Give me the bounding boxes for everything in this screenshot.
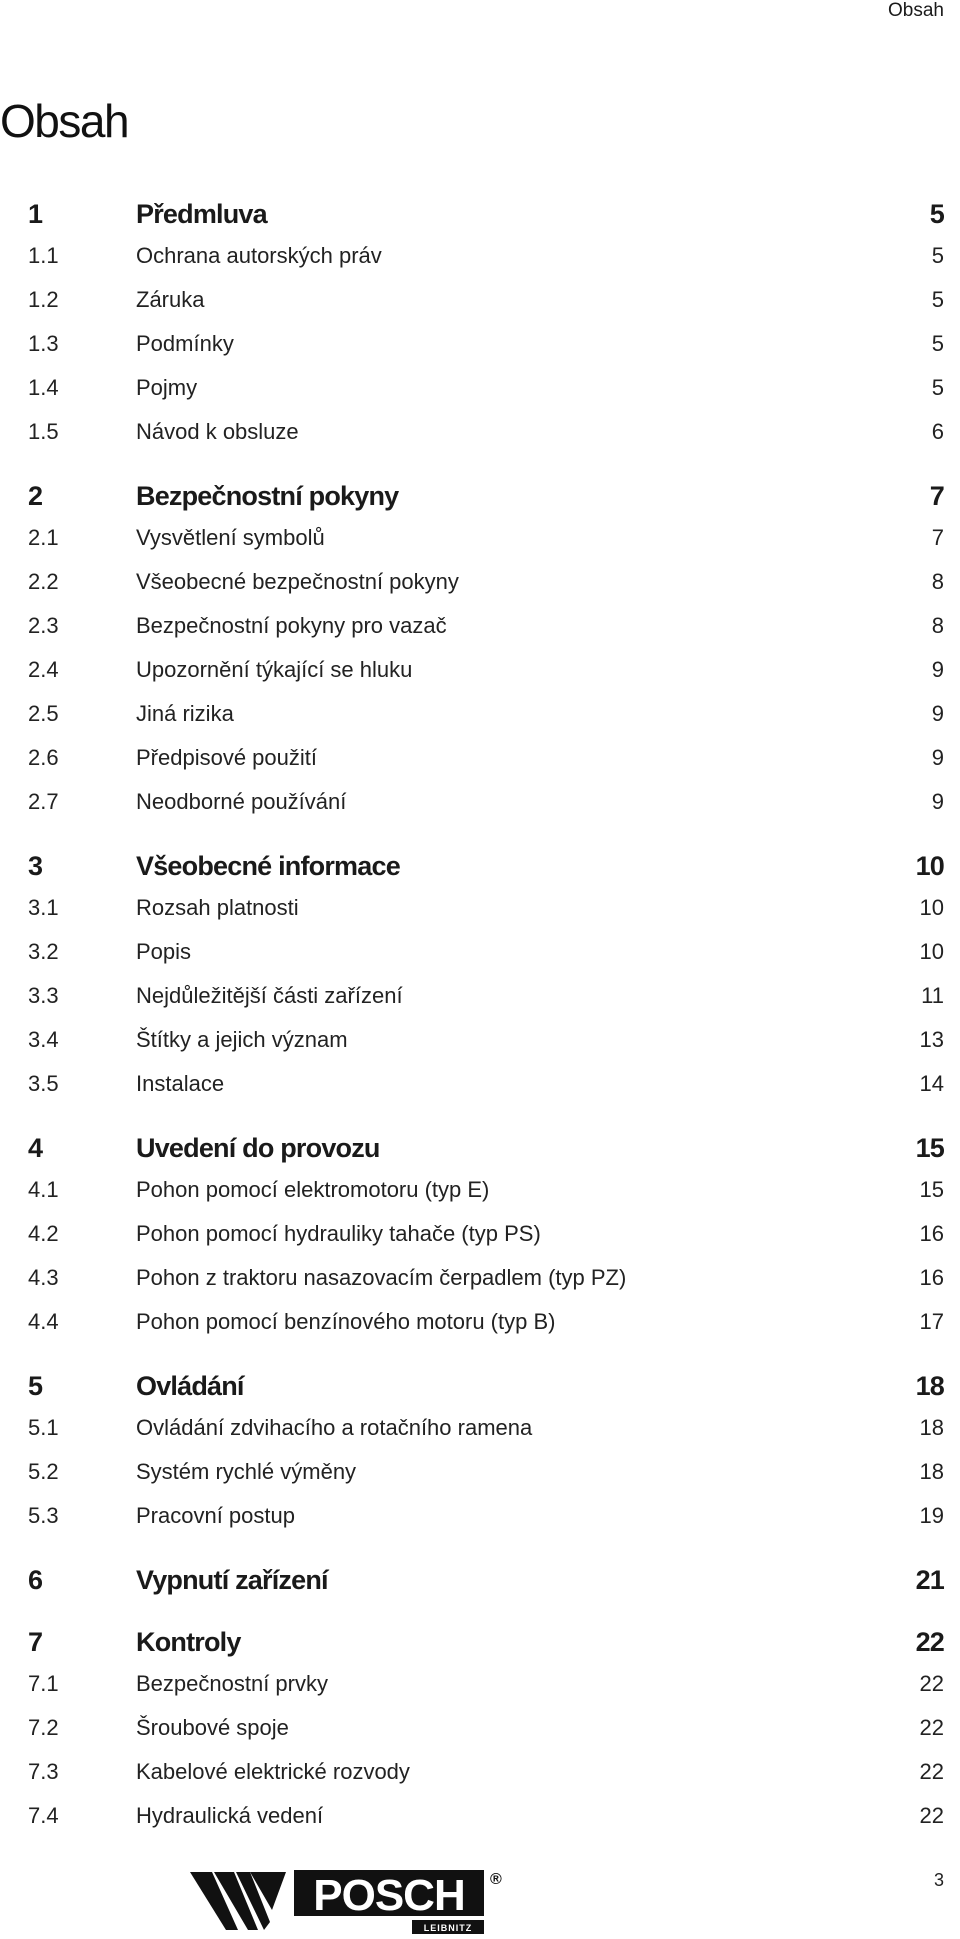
toc-entry-number: 2 (28, 481, 43, 511)
toc-subsection-entry (28, 516, 960, 560)
toc-entry-title: Štítky a jejich význam (136, 1027, 348, 1052)
toc-entry-title: Návod k obsluze (136, 419, 299, 444)
toc-entry-page: 16 (919, 1221, 944, 1246)
toc-entry-page: 9 (931, 657, 944, 682)
toc-entry-title: Neodborné používání (136, 789, 347, 814)
toc-entry-title: Popis (136, 939, 192, 964)
toc-section (28, 1556, 960, 1600)
toc-entry-number: 7.1 (28, 1671, 59, 1696)
toc-subsection-entry (28, 1706, 960, 1750)
toc-subsection-entry (28, 780, 960, 824)
posch-subtext: LEIBNITZ (423, 1923, 473, 1933)
running-header: Obsah (888, 0, 944, 21)
toc-section (28, 190, 960, 454)
toc-subsection-entry (28, 1062, 960, 1106)
toc-entry-title: Podmínky (136, 331, 234, 356)
toc-entry-number: 2.2 (28, 569, 59, 594)
toc-subsection-entry (28, 648, 960, 692)
toc-subsection-entry (28, 278, 960, 322)
toc-entry-page: 22 (915, 1627, 944, 1657)
page-number: 3 (933, 1870, 944, 1890)
toc-entry-title: Pohon pomocí hydrauliky tahače (typ PS) (136, 1221, 541, 1246)
registered-mark: ® (490, 1871, 502, 1888)
toc-entry-page: 5 (931, 375, 944, 400)
toc-entry-title: Předmluva (136, 199, 267, 229)
toc-entry-number: 1 (28, 199, 43, 229)
toc-entry-title: Pojmy (136, 375, 198, 400)
toc-entry-number: 7.3 (28, 1759, 59, 1784)
toc-entry-title: Instalace (136, 1071, 225, 1096)
toc-chapter-entry (28, 1124, 960, 1168)
toc-section (28, 472, 960, 824)
toc-chapter-entry (28, 1618, 960, 1662)
toc-entry-page: 7 (929, 481, 944, 511)
toc-entry-title: Pohon z traktoru nasazovacím čerpadlem (typ PZ) (136, 1265, 627, 1290)
toc-chapter-entry (28, 842, 960, 886)
toc-entry-page: 10 (919, 895, 944, 920)
toc-entry-page: 17 (919, 1309, 944, 1334)
toc-entry-page: 21 (915, 1565, 944, 1595)
toc-chapter-entry (28, 190, 960, 234)
toc-entry-number: 7.2 (28, 1715, 59, 1740)
toc-entry-page: 7 (931, 525, 944, 550)
toc-subsection-entry (28, 1450, 960, 1494)
toc-entry-number: 3.5 (28, 1071, 59, 1096)
toc-entry-page: 16 (919, 1265, 944, 1290)
toc-subsection-entry (28, 1018, 960, 1062)
toc-entry-page: 8 (931, 569, 944, 594)
toc-entry-number: 4.4 (28, 1309, 59, 1334)
toc-entry-page: 22 (919, 1671, 944, 1696)
toc-entry-number: 1.3 (28, 331, 59, 356)
toc-subsection-entry (28, 1750, 960, 1794)
toc-entry-number: 3.2 (28, 939, 59, 964)
toc-subsection-entry (28, 1662, 960, 1706)
toc-subsection-entry (28, 1794, 960, 1838)
toc-entry-title: Šroubové spoje (136, 1715, 289, 1740)
toc-entry-title: Ovládání zdvihacího a rotačního ramena (136, 1415, 533, 1440)
toc-chapter-entry (28, 472, 960, 516)
toc-subsection-entry (28, 1494, 960, 1538)
toc-entry-page: 19 (919, 1503, 944, 1528)
toc-subsection-entry (28, 736, 960, 780)
toc-subsection-entry (28, 1168, 960, 1212)
toc-subsection-entry (28, 1300, 960, 1344)
toc-entry-title: Vysvětlení symbolů (136, 525, 325, 550)
toc-entry-number: 6 (28, 1565, 43, 1595)
toc-entry-title: Jiná rizika (136, 701, 234, 726)
toc-subsection-entry (28, 1406, 960, 1450)
toc-subsection-entry (28, 322, 960, 366)
toc-subsection-entry (28, 692, 960, 736)
toc-entry-title: Ovládání (136, 1371, 244, 1401)
toc-subsection-entry (28, 1212, 960, 1256)
toc-entry-page: 5 (929, 199, 944, 229)
toc-entry-number: 4.2 (28, 1221, 59, 1246)
toc-entry-number: 1.4 (28, 375, 59, 400)
toc-entry-number: 3.4 (28, 1027, 59, 1052)
toc-entry-number: 2.6 (28, 745, 59, 770)
toc-entry-title: Uvedení do provozu (136, 1133, 380, 1163)
toc-entry-page: 22 (919, 1803, 944, 1828)
toc-entry-number: 3.3 (28, 983, 59, 1008)
toc-entry-title: Bezpečnostní prvky (136, 1671, 328, 1696)
toc-subsection-entry (28, 974, 960, 1018)
toc-entry-title: Systém rychlé výměny (136, 1459, 357, 1484)
toc-chapter-entry (28, 1556, 960, 1600)
toc-entry-number: 2.7 (28, 789, 59, 814)
toc-subsection-entry (28, 560, 960, 604)
toc-entry-title: Nejdůležitější části zařízení (136, 983, 403, 1008)
toc-entry-number: 4 (28, 1133, 43, 1163)
toc-entry-number: 4.3 (28, 1265, 59, 1290)
toc-subsection-entry (28, 234, 960, 278)
toc-section (28, 1124, 960, 1344)
toc-section (28, 1618, 960, 1838)
toc-entry-page: 5 (931, 331, 944, 356)
posch-w-mark-icon (190, 1872, 286, 1930)
toc-entry-title: Pohon pomocí elektromotoru (typ E) (136, 1177, 490, 1202)
toc-subsection-entry (28, 886, 960, 930)
toc-entry-page: 15 (919, 1177, 944, 1202)
toc-entry-title: Rozsah platnosti (136, 895, 299, 920)
toc-entry-title: Pracovní postup (136, 1503, 295, 1528)
toc-entry-number: 5.3 (28, 1503, 59, 1528)
toc-entry-title: Předpisové použití (136, 745, 317, 770)
toc-entry-page: 6 (931, 419, 944, 444)
toc-entry-number: 2.5 (28, 701, 59, 726)
toc-entry-page: 18 (919, 1459, 944, 1484)
toc-entry-title: Kontroly (136, 1627, 241, 1657)
toc-subsection-entry (28, 930, 960, 974)
toc-entry-page: 10 (919, 939, 944, 964)
toc-entry-title: Upozornění týkající se hluku (136, 657, 413, 682)
toc-entry-title: Pohon pomocí benzínového motoru (typ B) (136, 1309, 556, 1334)
toc-entry-number: 1.5 (28, 419, 59, 444)
toc-subsection-entry (28, 604, 960, 648)
toc-entry-page: 5 (931, 287, 944, 312)
toc-entry-page: 18 (919, 1415, 944, 1440)
toc-section (28, 842, 960, 1106)
posch-logo (190, 1864, 570, 1936)
toc-entry-title: Vypnutí zařízení (136, 1565, 328, 1595)
toc-entry-page: 22 (919, 1759, 944, 1784)
toc-entry-number: 3 (28, 851, 43, 881)
toc-entry-page: 8 (931, 613, 944, 638)
toc-entry-page: 9 (931, 701, 944, 726)
toc-entry-page: 14 (919, 1071, 944, 1096)
toc-entry-page: 5 (931, 243, 944, 268)
toc-entry-page: 9 (931, 789, 944, 814)
toc-entry-page: 15 (915, 1133, 944, 1163)
posch-wordmark: POSCH (313, 1871, 465, 1920)
toc-entry-number: 1.2 (28, 287, 59, 312)
toc-entry-number: 5.1 (28, 1415, 59, 1440)
toc-entry-page: 18 (915, 1371, 944, 1401)
toc-entry-number: 4.1 (28, 1177, 59, 1202)
toc-entry-page: 9 (931, 745, 944, 770)
toc-entry-title: Hydraulická vedení (136, 1803, 324, 1828)
toc-subsection-entry (28, 1256, 960, 1300)
table-of-contents (28, 190, 960, 1856)
toc-entry-number: 7.4 (28, 1803, 59, 1828)
toc-subsection-entry (28, 410, 960, 454)
toc-section (28, 1362, 960, 1538)
toc-entry-number: 1.1 (28, 243, 59, 268)
toc-entry-page: 13 (919, 1027, 944, 1052)
toc-entry-number: 5 (28, 1371, 43, 1401)
toc-entry-number: 2.1 (28, 525, 59, 550)
toc-entry-page: 10 (915, 851, 944, 881)
toc-entry-page: 11 (921, 983, 944, 1008)
toc-subsection-entry (28, 366, 960, 410)
toc-entry-number: 7 (28, 1627, 43, 1657)
toc-chapter-entry (28, 1362, 960, 1406)
toc-entry-title: Kabelové elektrické rozvody (136, 1759, 410, 1784)
toc-entry-number: 2.4 (28, 657, 59, 682)
toc-entry-number: 3.1 (28, 895, 59, 920)
toc-entry-title: Bezpečnostní pokyny (136, 481, 399, 511)
toc-entry-title: Bezpečnostní pokyny pro vazač (136, 613, 447, 638)
toc-entry-title: Všeobecné informace (136, 851, 400, 881)
toc-entry-title: Záruka (136, 287, 205, 312)
toc-entry-page: 22 (919, 1715, 944, 1740)
toc-entry-title: Všeobecné bezpečnostní pokyny (136, 569, 459, 594)
toc-entry-number: 2.3 (28, 613, 59, 638)
toc-entry-number: 5.2 (28, 1459, 59, 1484)
toc-entry-title: Ochrana autorských práv (136, 243, 382, 268)
page-title: Obsah (0, 95, 129, 147)
